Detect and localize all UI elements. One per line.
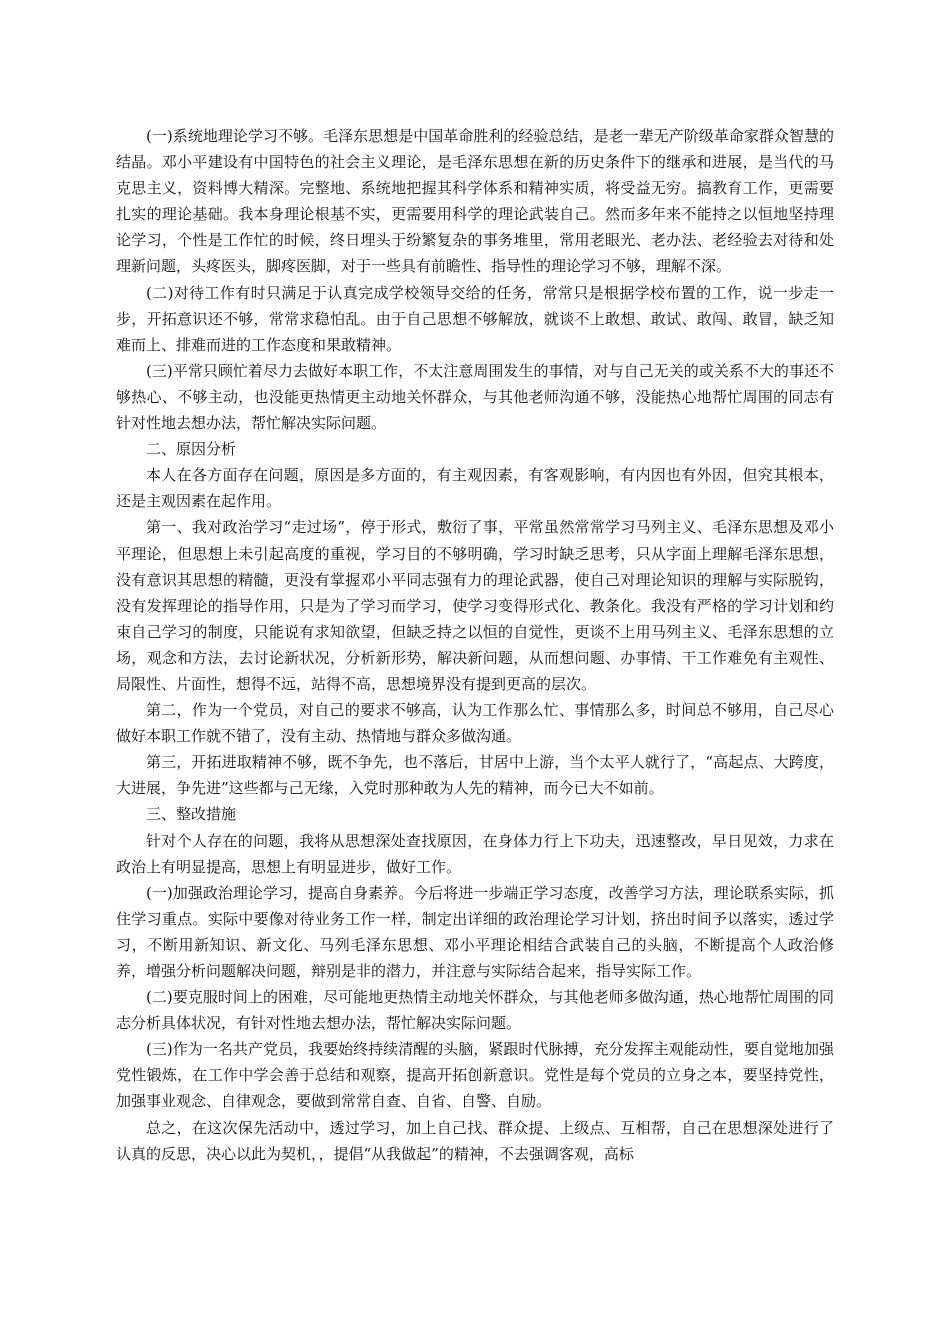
paragraph-work-attitude: (二)对待工作有时只满足于认真完成学校领导交给的任务，常常只是根据学校布置的工作，说一步走一步，开拓意识还不够，常常求稳怕乱。由于自己思想不够解放，就谈不上敢想、敢试、敢闯、敢冒，缺乏知难而上、排难而进的工作态度和果敢精神。 [116, 283, 834, 354]
paragraph-cause-first: 第一、我对政治学习“走过场”，停于形式，敷衍了事，平常虽然常常学习马列主义、毛泽东思想及邓小平理论，但思想上未引起高度的重视，学习目的不够明确，学习时缺乏思考，只从字面上理解毛泽东思想，没有意识其思想的精髓，更没有掌握邓小平同志强有力的理论武器，使自己对理论知识的理解与实际脱钩，没有发挥理论的指导作用，只是为了学习而学习，使学习变得形式化、教条化。我没有严格的学习计划和约束自己学习的制度，只能说有求知欲望，但缺乏持之以恒的自觉性，更谈不上用马列主义、毛泽东思想的立场，观念和方法，去讨论新状况，分析新形势，解决新问题，从而想问题、办事情、干工作难免有主观性、局限性、片面性，想得不远，站得不高，思想境界没有提到更高的层次。 [116, 518, 834, 693]
paragraph-rectification-intro: 针对个人存在的问题，我将从思想深处查找原因，在身体力行上下功夫，迅速整改，早日见效，力求在政治上有明显提高，思想上有明显进步，做好工作。 [116, 831, 834, 876]
paragraph-cause-second: 第二，作为一个党员，对自己的要求不够高，认为工作那么忙、事情那么多，时间总不够用，自己尽心做好本职工作就不错了，没有主动、热情地与群众多做沟通。 [116, 701, 834, 746]
section-heading-cause-analysis: 二、原因分析 [146, 440, 237, 459]
paragraph-summary: 总之，在这次保先活动中，透过学习，加上自己找、群众提、上级点、互相帮，自己在思想深处进行了认真的反思，决心以此为契机，，提倡“从我做起”的精神，不去强调客观，高标 [116, 1118, 834, 1163]
paragraph-measure-two: (二)要克服时间上的困难，尽可能地更热情主动地关怀群众，与其他老师多做沟通，热心地帮忙周围的同志分析具体状况，有针对性地去想办法，帮忙解决实际问题。 [116, 988, 834, 1033]
paragraph-theory-study: (一)系统地理论学习不够。毛泽东思想是中国革命胜利的经验总结，是老一辈无产阶级革命家群众智慧的结晶。邓小平建设有中国特色的社会主义理论，是毛泽东思想在新的历史条件下的继承和进展，是当代的马克思主义，资料博大精深。完整地、系统地把握其科学体系和精神实质，将受益无穷。搞教育工作，更需要扎实的理论基础。我本身理论根基不实，更需要用科学的理论武装自己。然而多年来不能持之以恒地坚持理论学习，个性是工作忙的时候，终日埋头于纷繁复杂的事务堆里，常用老眼光、老办法、老经验去对待和处理新问题，头疼医头，脚疼医脚，对于一些具有前瞻性、指导性的理论学习不够，理解不深。 [116, 127, 834, 276]
section-heading-rectification: 三、整改措施 [146, 805, 237, 824]
paragraph-measure-three: (三)作为一名共产党员，我要始终持续清醒的头脑，紧跟时代脉搏，充分发挥主观能动性，要自觉地加强党性锻炼，在工作中学会善于总结和观察，提高开拓创新意识。党性是每个党员的立身之本，要坚持党性，加强事业观念、自律观念，要做到常常自查、自省、自警、自励。 [116, 1040, 834, 1111]
paragraph-measure-one: (一)加强政治理论学习，提高自身素养。今后将进一步端正学习态度，改善学习方法，理论联系实际，抓住学习重点。实际中要像对待业务工作一样，制定出详细的政治理论学习计划，挤出时间予以落实，透过学习，不断用新知识、新文化、马列毛泽东思想、邓小平理论相结合武装自己的头脑，不断提高个人政治修养，增强分析问题解决问题，辩别是非的潜力，并注意与实际结合起来，指导实际工作。 [116, 883, 834, 980]
paragraph-cause-intro: 本人在各方面存在问题，原因是多方面的，有主观因素，有客观影响，有内因也有外因，但究其根本，还是主观因素在起作用。 [116, 466, 834, 511]
paragraph-cause-third: 第三，开拓进取精神不够，既不争先，也不落后，甘居中上游，当个太平人就行了，“高起点、大跨度，大进展，争先进”这些都与己无缘，入党时那种敢为人先的精神，而今已大不如前。 [116, 753, 834, 798]
paragraph-caring-colleagues: (三)平常只顾忙着尽力去做好本职工作，不太注意周围发生的事情，对与自己无关的或关系不大的事还不够热心、不够主动，也没能更热情更主动地关怀群众，与其他老师沟通不够，没能热心地帮忙周围的同志有针对性地去想办法，帮忙解决实际问题。 [116, 361, 834, 433]
document-body [116, 123, 834, 1167]
